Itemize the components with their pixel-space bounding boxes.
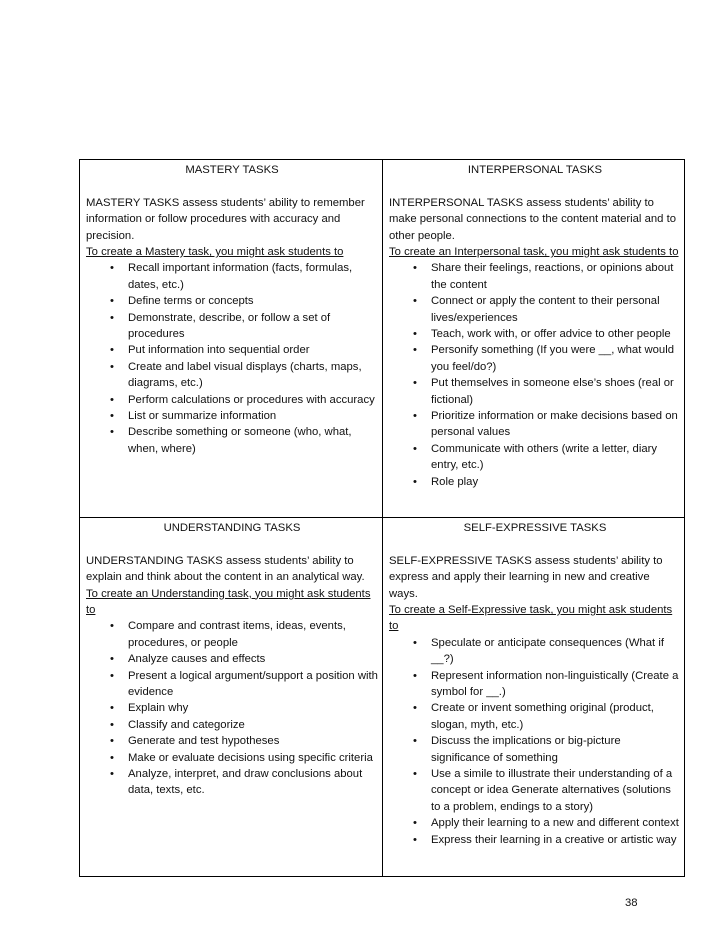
task-list-item-text: Perform calculations or procedures with accuracy [128,393,375,406]
bullet-icon: • [413,442,417,455]
bullet-icon: • [110,295,114,308]
task-list [86,260,378,457]
task-list-item-text: Speculate or anticipate consequences (What if __?) [431,636,664,666]
task-list-item [106,750,378,766]
bullet-icon: • [413,344,417,357]
task-list [389,635,681,848]
bullet-icon: • [110,262,114,275]
task-list-item [106,342,378,358]
bullet-icon: • [413,702,417,715]
task-list-item-text: Personify something (If you were __, what would you feel/do?) [431,344,675,373]
quadrant-title: UNDERSTANDING TASKS [163,522,301,534]
task-list-item [106,618,378,651]
task-list-item [106,392,378,408]
task-list-item [409,293,681,326]
task-list-item [409,635,681,668]
bullet-icon: • [413,768,417,781]
bullet-icon: • [110,735,114,748]
task-list-item-text: Teach, work with, or offer advice to other people [431,328,671,341]
quadrant-title: INTERPERSONAL TASKS [467,164,603,176]
bullet-icon: • [413,669,417,682]
quadrant-self-expressive [383,518,685,876]
task-list-item-text: Use a simile to illustrate their understanding of a concept or idea Generate alternatives (solutions to a problem, endings to a story) [431,768,673,813]
bullet-icon: • [110,311,114,324]
task-list-item-text: Put information into sequential order [128,344,310,357]
bullet-icon: • [413,328,417,341]
task-list-item [409,260,681,293]
task-list-item [106,733,378,749]
bullet-icon: • [413,377,417,390]
bullet-icon: • [110,669,114,682]
task-list-item [409,326,681,342]
bullet-icon: • [110,751,114,764]
bullet-icon: • [413,833,417,846]
quadrant-understanding [80,518,383,876]
task-list-item [106,766,378,799]
quadrant-description: INTERPERSONAL TASKS assess students’ ability to make personal connections to the content material and to other people. [389,196,676,242]
task-list-item [409,408,681,441]
bullet-icon: • [110,360,114,373]
task-list [389,260,681,490]
task-list-item [106,293,378,309]
task-list-item-text: Communicate with others (write a letter, diary entry, etc.) [431,442,658,472]
bullet-icon: • [110,718,114,731]
quadrant-description: SELF-EXPRESSIVE TASKS assess students’ ability to express and apply their learning in new and creative ways. [389,554,663,600]
task-list-item [409,375,681,408]
task-list-item-text: Analyze, interpret, and draw conclusions about data, texts, etc. [128,768,363,797]
quadrant-lead-in: To create an Interpersonal task, you might ask students to [389,246,679,259]
quadrant-lead-in: To create a Self-Expressive task, you might ask students to [389,604,673,633]
task-list-item-text: Analyze causes and effects [128,653,266,666]
task-list-item-text: Make or evaluate decisions using specific criteria [128,751,373,764]
task-list-item-text: Connect or apply the content to their personal lives/experiences [431,295,660,324]
task-list-item [409,474,681,490]
quadrant-title: SELF-EXPRESSIVE TASKS [463,522,607,534]
quadrant-description: MASTERY TASKS assess students’ ability to remember information or follow procedures with accuracy and precision. [86,196,365,242]
quadrant-lead-in: To create an Understanding task, you might ask students to [86,587,371,617]
bullet-icon: • [110,653,114,666]
task-list-item [106,424,378,457]
task-list-item [106,359,378,392]
task-list-item-text: Classify and categorize [128,718,245,731]
task-list-item-text: Discuss the implications or big-picture significance of something [431,735,621,764]
quadrant-title: MASTERY TASKS [185,164,279,176]
bullet-icon: • [110,702,114,715]
task-list-item-text: Create or invent something original (product, slogan, myth, etc.) [431,702,654,731]
bullet-icon: • [413,295,417,308]
task-list-item-text: Describe something or someone (who, what, when, where) [128,426,352,455]
task-list-item-text: Explain why [128,702,189,715]
task-list-item-text: List or summarize information [128,410,277,423]
task-list-item [409,700,681,733]
quadrant-description: UNDERSTANDING TASKS assess students’ ability to explain and think about the content in an analytical way. [86,554,365,584]
task-list-item [409,815,681,831]
quadrant-mastery [80,160,383,518]
bullet-icon: • [110,344,114,357]
quadrant-interpersonal [383,160,685,518]
task-types-table [79,159,685,877]
bullet-icon: • [413,735,417,748]
task-list-item-text: Generate and test hypotheses [128,735,280,748]
task-list-item-text: Define terms or concepts [128,295,254,308]
bullet-icon: • [413,262,417,275]
bullet-icon: • [413,410,417,423]
task-list-item-text: Prioritize information or make decisions based on personal values [431,410,678,439]
task-list-item-text: Create and label visual displays (charts, maps, diagrams, etc.) [128,360,362,390]
task-list-item [106,651,378,667]
task-list-item [409,668,681,701]
bullet-icon: • [110,620,114,633]
task-list-item [106,408,378,424]
task-list-item [106,668,378,701]
task-list-item [409,441,681,474]
bullet-icon: • [413,636,417,649]
task-list-item-text: Recall important information (facts, formulas, dates, etc.) [128,262,353,291]
bullet-icon: • [110,410,114,423]
bullet-icon: • [413,475,417,488]
page-number: 38 [625,897,638,909]
bullet-icon: • [110,393,114,406]
task-list-item [106,310,378,343]
task-list-item-text: Role play [431,475,479,488]
task-list-item-text: Apply their learning to a new and different context [431,817,679,830]
bullet-icon: • [110,768,114,781]
task-list-item [409,342,681,375]
bullet-icon: • [110,426,114,439]
task-list-item-text: Share their feelings, reactions, or opinions about the content [431,262,674,291]
task-list-item [106,260,378,293]
task-list-item-text: Put themselves in someone else’s shoes (real or fictional) [431,377,674,406]
task-list-item [106,700,378,716]
task-list-item-text: Represent information non-linguistically (Create a symbol for __.) [431,669,679,699]
task-list-item-text: Compare and contrast items, ideas, events, procedures, or people [128,620,346,649]
quadrant-lead-in: To create a Mastery task, you might ask students to [86,246,344,259]
task-list-item [409,733,681,766]
task-list-item [409,766,681,815]
task-list-item-text: Present a logical argument/support a position with evidence [128,669,378,699]
bullet-icon: • [413,817,417,830]
task-list-item [106,717,378,733]
task-list-item-text: Demonstrate, describe, or follow a set of procedures [128,311,331,341]
task-list [86,618,378,798]
task-list-item [409,832,681,848]
task-list-item-text: Express their learning in a creative or artistic way [431,833,677,846]
